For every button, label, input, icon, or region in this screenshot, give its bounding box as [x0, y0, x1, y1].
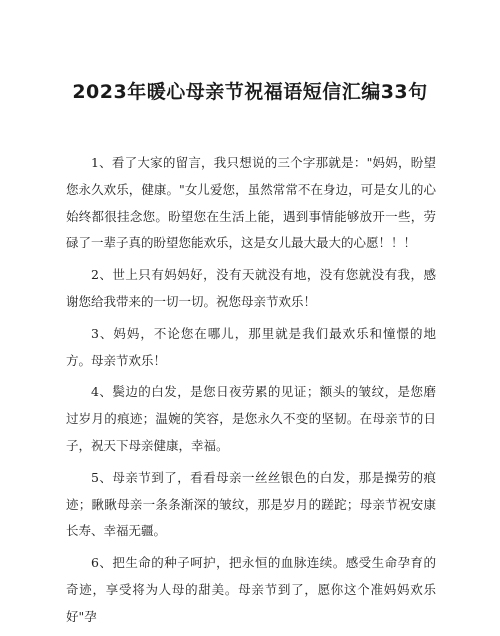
paragraph-4: 4、鬓边的白发，是您日夜劳累的见证；额头的皱纹，是您磨过岁月的痕迹；温婉的笑容，是您永久不变的坚韧。在母亲节的日子，祝天下母亲健康，幸福。 [66, 384, 436, 453]
paragraph-5: 5、母亲节到了，看看母亲一丝丝银色的白发，那是操劳的痕迹；瞅瞅母亲一条条渐深的皱纹，那是岁月的蹉跎；母亲节祝安康长寿、幸福无疆。 [66, 469, 436, 539]
document-title: 2023年暖心母亲节祝福语短信汇编33句 [72, 81, 428, 103]
paragraph-3: 3、妈妈，不论您在哪儿，那里就是我们最欢乐和憧憬的地方。母亲节欢乐！ [66, 325, 436, 368]
document-body [66, 150, 436, 636]
paragraph-6: 6、把生命的种子呵护，把永恒的血脉连续。感受生命孕育的奇迹，享受将为人母的甜美。母亲节到了，愿你这个准妈妈欢乐好"孕 [66, 555, 436, 624]
paragraph-2: 2、世上只有妈妈好，没有天就没有地，没有您就没有我，感谢您给我带来的一切一切。祝您母亲节欢乐！ [66, 267, 436, 309]
paragraph-1: 1、看了大家的留言，我只想说的三个字那就是："妈妈，盼望您永久欢乐，健康。"女儿爱您，虽然常常不在身边，可是女儿的心始终都很挂念您。盼望您在生活上能，遇到事情能够放开一些，劳碌了一辈子真的盼望您能欢乐，这是女儿最大最大的心愿！！！ [66, 155, 436, 251]
